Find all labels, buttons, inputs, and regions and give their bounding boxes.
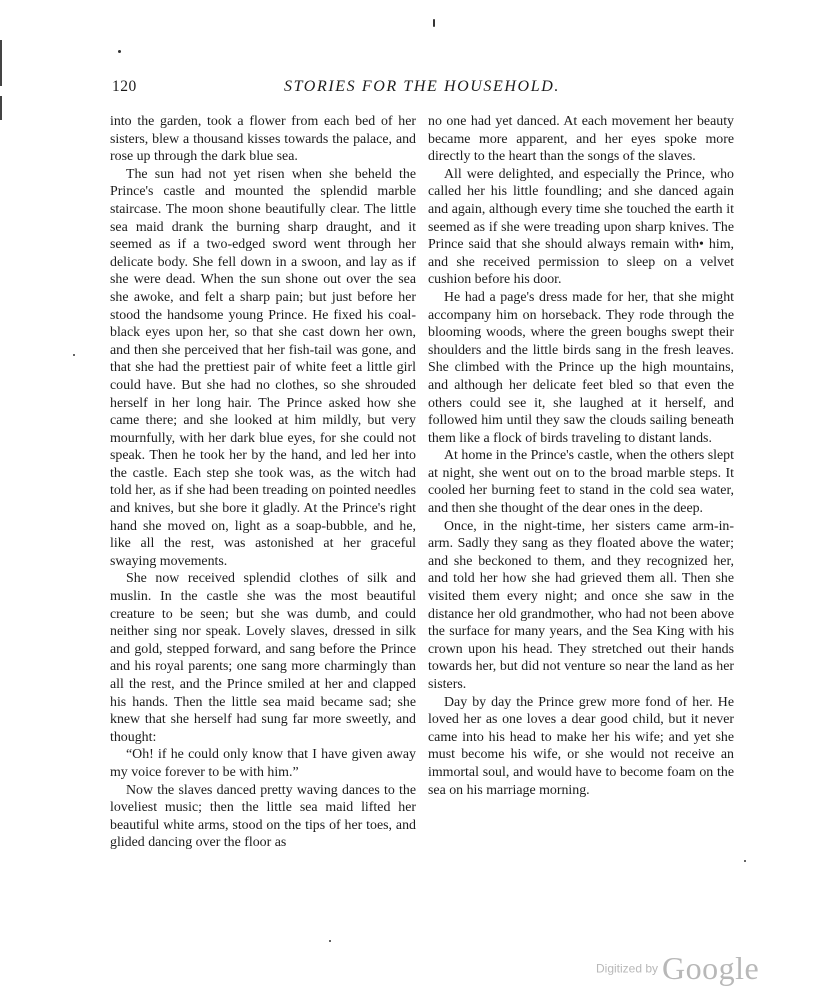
text-column-right [428,113,734,799]
running-title: STORIES FOR THE HOUSEHOLD. [284,78,560,95]
scan-speck [118,50,121,53]
scan-margin-mark [0,96,2,120]
scan-margin-mark [0,40,2,86]
paragraph: Once, in the night-time, her sisters came arm-in-arm. Sadly they sang as they floated above the water; and she beckoned to them, and they recognized her, and told her how she had grieved them all. Then she visited them every night; and once she saw in the distance her old grandmother, who had not been above the surface for many years, and the Sea King with his crown upon his head. They stretched out their hands towards her, but did not venture so near the land as her sisters. [428,518,734,692]
scan-speck [73,354,75,356]
paragraph: “Oh! if he could only know that I have given away my voice forever to be with him.” [110,747,416,780]
paragraph: The sun had not yet risen when she beheld the Prince's castle and mounted the splendid marble staircase. The moon shone beautifully clear. The little sea maid drank the burning sharp draught, and it seemed as if a two-edged sword went through her delicate body. She fell down in a swoon, and lay as if she were dead. When the sun shone out over the sea she awoke, and felt a sharp pain; but just before her stood the handsome young Prince. He fixed his coal-black eyes upon her, so that she cast down her own, and then she perceived that her fish-tail was gone, and that she had the prettiest pair of white feet a little girl could have. But she had no clothes, so she shrouded herself in her long hair. The Prince asked how she came there; and she looked at him mildly, but very mournfully, with her dark blue eyes, for she could not speak. Then he took her by the hand, and led her into the castle. Each step she took was, as the witch had told her, as if she had been treading on pointed needles and knives, but she bore it gladly. At the Prince's right hand she moved on, light as a soap-bubble, and he, like all the rest, was astonished at her graceful swaying movements. [110,166,416,569]
digitized-watermark [596,950,759,990]
google-logo: Google [662,950,760,986]
paragraph: All were delighted, and especially the Prince, who called her his little foundling; and she danced again and again, although every time she touched the earth it seemed as if she were treading upon sharp knives. The Prince said that she should always remain with• him, and she received permission to sleep on a velvet cushion before his door. [428,166,734,288]
page-number: 120 [112,78,137,95]
scan-speck [433,19,435,27]
text-column-left [110,113,416,852]
paragraph: into the garden, took a flower from each bed of her sisters, blew a thousand kisses towards the palace, and rose up through the dark blue sea. [110,114,416,165]
paragraph: Now the slaves danced pretty waving dances to the loveliest music; then the little sea maid lifted her beautiful white arms, stood on the tips of her toes, and glided dancing over the floor as [110,782,416,851]
scan-speck [744,860,746,862]
page-header [112,78,732,100]
paragraph: He had a page's dress made for her, that she might accompany him on horseback. They rode through the blooming woods, where the green boughs swept their shoulders and the little birds sang in the fresh leaves. She climbed with the Prince up the high mountains, and although her delicate feet bled so that even the others could see it, she laughed at it herself, and followed him until they saw the clouds sailing beneath them like a flock of birds traveling to distant lands. [428,289,734,446]
scan-speck [329,940,331,942]
paragraph: Day by day the Prince grew more fond of her. He loved her as one loves a dear good child, but it never came into his head to make her his wife; and yet she must become his wife, or she would not receive an immortal soul, and would have to become foam on the sea on his marriage morning. [428,694,734,798]
watermark-prefix: Digitized by [596,961,659,976]
paragraph: no one had yet danced. At each movement her beauty became more apparent, and her eyes spoke more directly to the heart than the songs of the slaves. [428,114,734,165]
paragraph: She now received splendid clothes of silk and muslin. In the castle she was the most beautiful creature to be seen; but she was dumb, and could neither sing nor speak. Lovely slaves, dressed in silk and gold, stepped forward, and sang before the Prince and his royal parents; one sang more charmingly than all the rest, and the Prince smiled at her and clapped his hands. Then the little sea maid became sad; she knew that she herself had sung far more sweetly, and thought: [110,571,416,745]
paragraph: At home in the Prince's castle, when the others slept at night, she went out on to the broad marble steps. It cooled her burning feet to stand in the cold sea water, and then she thought of the dear ones in the deep. [428,448,734,517]
